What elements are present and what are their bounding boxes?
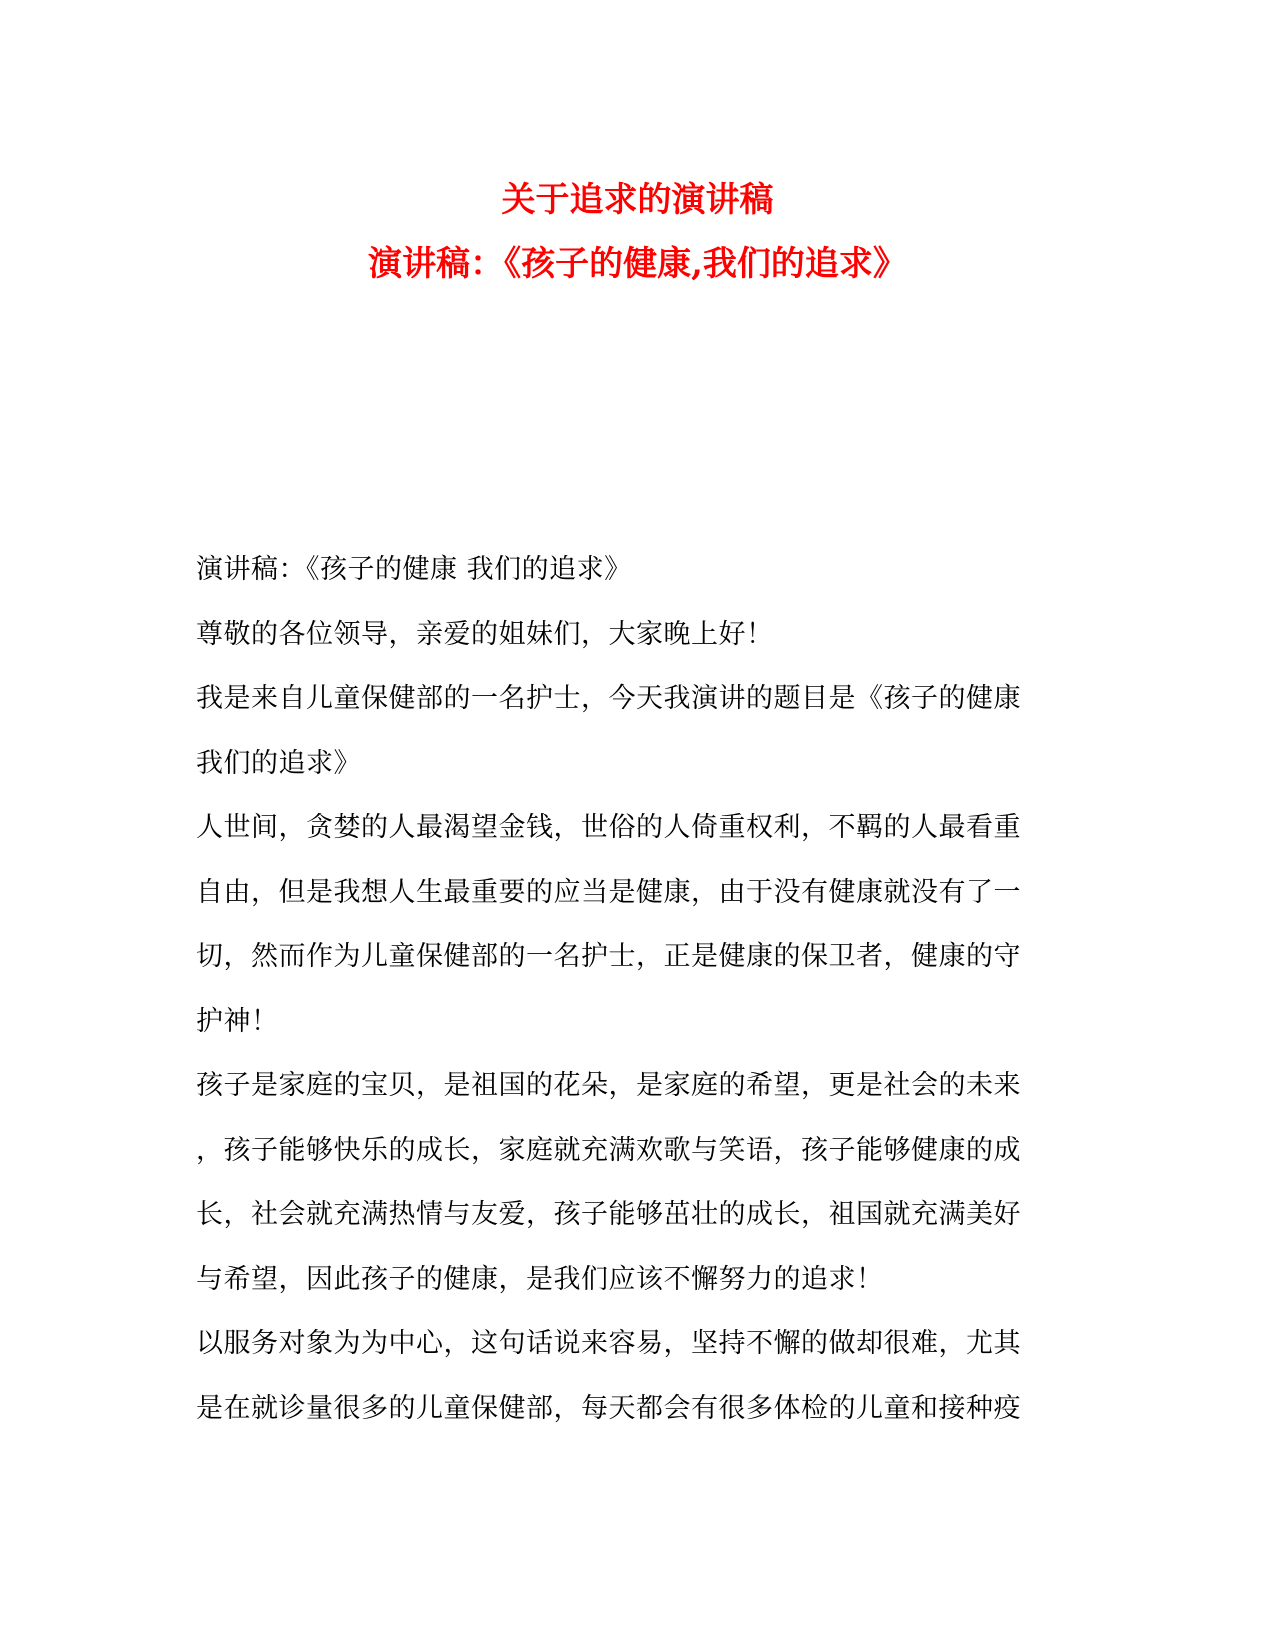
body-line: 自由，但是我想人生最重要的应当是健康，由于没有健康就没有了一 <box>196 876 1021 908</box>
body-line: 演讲稿：《孩子的健康 我们的追求》 <box>196 554 632 585</box>
body-line: 以服务对象为为中心，这句话说来容易，坚持不懈的做却很难，尤其 <box>196 1328 1021 1359</box>
title-block <box>0 168 1275 296</box>
body-line: 与希望，因此孩子的健康，是我们应该不懈努力的追求！ <box>196 1263 884 1295</box>
body-line: 尊敬的各位领导，亲爱的姐妹们，大家晚上好！ <box>196 618 774 650</box>
body-line: ，孩子能够快乐的成长，家庭就充满欢歌与笑语，孩子能够健康的成 <box>196 1134 1021 1166</box>
body-line: 人世间，贪婪的人最渴望金钱，世俗的人倚重权利，不羁的人最看重 <box>196 812 1021 843</box>
body-line: 护神！ <box>196 1005 279 1037</box>
body-line: 我是来自儿童保健部的一名护士，今天我演讲的题目是《孩子的健康 <box>196 683 1021 714</box>
document-subtitle: 演讲稿：《孩子的健康,我们的追求》 <box>368 244 907 284</box>
body-line: 切，然而作为儿童保健部的一名护士，正是健康的保卫者，健康的守 <box>196 941 1021 972</box>
body-line: 是在就诊量很多的儿童保健部，每天都会有很多体检的儿童和接种疫 <box>196 1392 1021 1424</box>
document-title: 关于追求的演讲稿 <box>501 180 774 220</box>
body-line: 我们的追求》 <box>196 747 361 779</box>
body-text <box>196 538 1076 1441</box>
body-line: 孩子是家庭的宝贝，是祖国的花朵，是家庭的希望，更是社会的未来 <box>196 1070 1021 1101</box>
body-line: 长，社会就充满热情与友爱，孩子能够茁壮的成长，祖国就充满美好 <box>196 1199 1021 1230</box>
